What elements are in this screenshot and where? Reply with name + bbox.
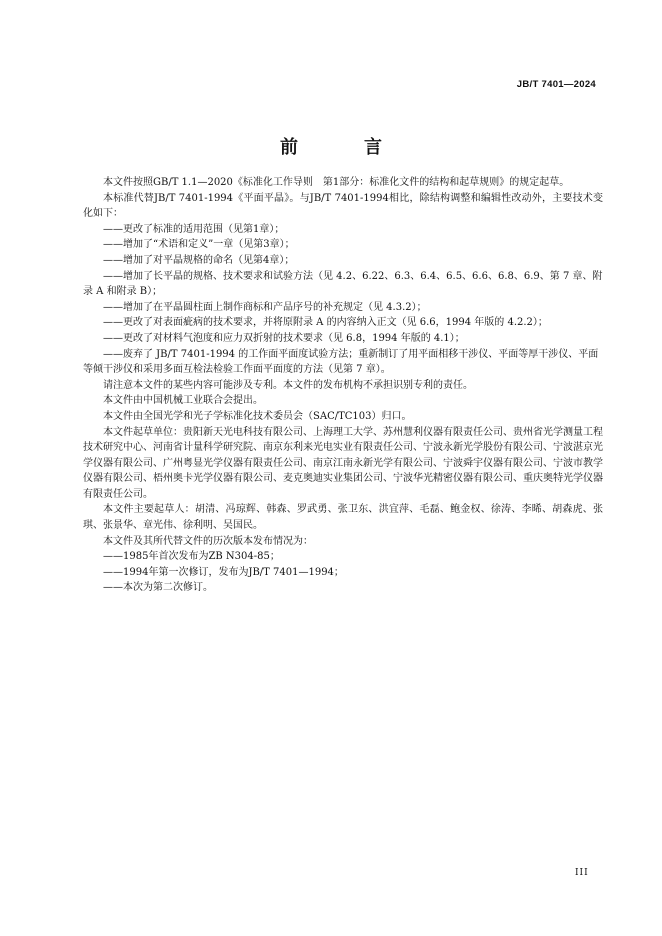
committee-statement: 本文件由全国光学和光子学标准化技术委员会（SAC/TC103）归口。 xyxy=(103,410,412,422)
page-title: 前 言 xyxy=(280,137,406,158)
drafters: 本文件主要起草人：胡清、冯琼辉、韩森、罗武勇、张卫东、洪宜萍、毛磊、鲍金权、徐涛、李晞、胡森虎、张琪、张景华、章光伟、徐利明、吴国民。 xyxy=(83,504,603,532)
change-item: ——更改了标准的适用范围（见第1章）； xyxy=(103,223,285,235)
history-item: ——1985年首次发布为ZB N304-85； xyxy=(103,551,280,563)
change-item: ——废弃了 JB/T 7401-1994 的工作面平面度试验方法；重新制订了用平面相移干涉仪、平面等厚干涉仪、平面等倾干涉仪和采用多面互检法检验工作面平面度的方法（见第 7 章）。 xyxy=(83,348,599,376)
page-number: III xyxy=(575,868,589,878)
proposer-statement: 本文件由中国机械工业联合会提出。 xyxy=(103,395,263,407)
patent-statement: 请注意本文件的某些内容可能涉及专利。本文件的发布机构不承担识别专利的责任。 xyxy=(103,379,473,391)
foreword-body xyxy=(83,175,603,596)
history-item: ——本次为第二次修订。 xyxy=(103,582,213,594)
history-item: ——1994年第一次修订，发布为JB/T 7401—1994； xyxy=(103,566,344,578)
intro-paragraph: 本标准代替JB/T 7401-1994《平面平晶》。与JB/T 7401-1994相比，除结构调整和编辑性改动外，主要技术变化如下： xyxy=(83,192,603,220)
change-item: ——增加了在平晶圆柱面上制作商标和产品序号的补充规定（见 4.3.2）； xyxy=(103,301,427,313)
change-item: ——增加了长平晶的规格、技术要求和试验方法（见 4.2、6.22、6.3、6.4、6.5、6.6、6.8、6.9、第 7 章、附录 A 和附录 B）； xyxy=(83,270,603,298)
drafting-units: 本文件起草单位：贵阳新天光电科技有限公司、上海理工大学、苏州慧利仪器有限责任公司、贵州省光学测量工程技术研究中心、河南省计量科学研究院、南京东利来光电实业有限责任公司、宁波永新光学股份有限公司、宁波湛京光学仪器有限公司、广州粤显光学仪器有限责任公司、南京江南永新光学有限公司、宁波舜宇仪器有限公司、宁波市教学仪器有限公司、梧州奥卡光学仪器有限公司、麦克奥迪实业集团公司、宁波华光精密仪器有限公司、重庆奥特光学仪器有限责任公司。 xyxy=(83,426,603,500)
change-item: ——更改了对材料气泡度和应力双折射的技术要求（见 6.8，1994 年版的 4.1）； xyxy=(103,332,465,344)
change-item: ——更改了对表面疵病的技术要求，并将原附录 A 的内容纳入正文（见 6.6，1994 年版的 4.2.2）； xyxy=(103,317,548,329)
intro-paragraph: 本文件按照GB/T 1.1—2020《标准化工作导则 第1部分：标准化文件的结构和起草规则》的规定起草。 xyxy=(103,177,570,188)
change-item: ——增加了“术语和定义”一章（见第3章）； xyxy=(103,239,295,251)
history-intro: 本文件及其所代替文件的历次版本发布情况为： xyxy=(103,535,313,547)
change-item: ——增加了对平晶规格的命名（见第4章）； xyxy=(103,254,295,266)
standard-code: JB/T 7401—2024 xyxy=(516,79,596,90)
